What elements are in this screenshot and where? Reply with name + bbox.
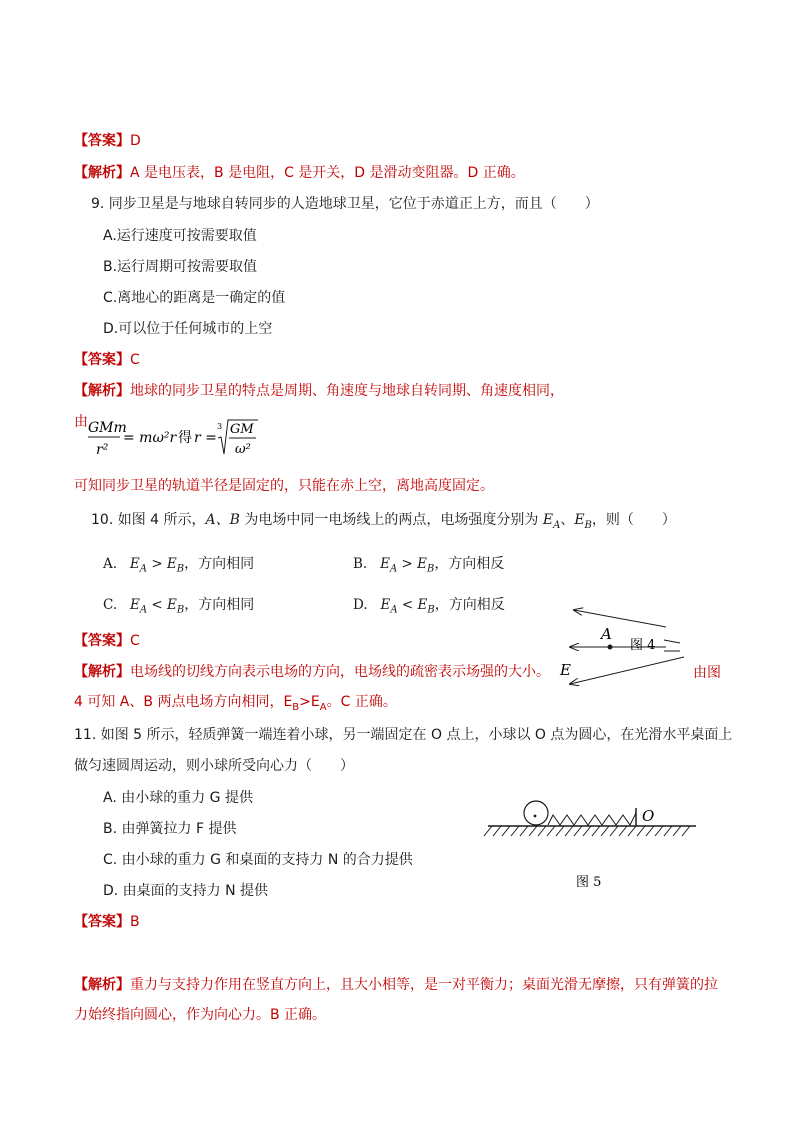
hatch-stroke [493, 826, 501, 836]
q11-option-d: D. 由桌面的支持力 N 提供 [103, 883, 269, 899]
q9-analysis-conclusion: 可知同步卫星的轨道半径是固定的，只能在赤上空，离地高度固定。 [74, 478, 494, 494]
option-letter: B. [353, 556, 368, 572]
q9-option-c: C.离地心的距离是一确定的值 [103, 290, 286, 306]
hatch-stroke [538, 826, 546, 836]
q11-stem-line2: 做匀速圆周运动，则小球所受向心力（ ） [74, 758, 354, 774]
field-line-top-dash [664, 640, 680, 643]
analysis-tag: 【解析】 [74, 383, 130, 399]
hatch-stroke [520, 826, 528, 836]
root-index: 3 [217, 422, 223, 431]
stem-eb-sub: B [584, 519, 592, 531]
sub-b: B [292, 701, 300, 713]
answer-tag: 【答案】 [74, 914, 130, 930]
q8-answer-line [74, 131, 141, 151]
q10-stem [91, 510, 676, 536]
ball [524, 801, 548, 825]
option-letter: C. [103, 597, 118, 613]
q10-answer-line [74, 631, 140, 651]
hatch-stroke [646, 826, 654, 836]
q10-option-d: D. $E_A < E_B$，方向相反 [353, 597, 505, 616]
q9-stem: 9. 同步卫星是与地球自转同步的人造地球卫星，它位于赤道正上方，而且（ ） [91, 196, 599, 212]
q11-option-a: A. 由小球的重力 G 提供 [103, 790, 253, 806]
stem-eb: E [574, 512, 585, 528]
stem-ea-sub: A [553, 519, 561, 531]
q9-option-d: D.可以位于任何城市的上空 [103, 321, 273, 337]
point-a-label: A [601, 625, 612, 643]
answer-value: C [130, 633, 140, 649]
field-line-bottom [570, 657, 684, 684]
answer-tag: 【答案】 [74, 133, 130, 149]
q10-analysis-conclusion [74, 692, 397, 718]
q9-analysis-line [74, 381, 564, 401]
analysis-text: 地球的同步卫星的特点是周期、角速度与地球自转同期、角速度相同， [130, 383, 564, 399]
hatch-stroke [655, 826, 663, 836]
hatch-stroke [574, 826, 582, 836]
hatch-stroke [511, 826, 519, 836]
q9-option-a: A.运行速度可按需要取值 [103, 228, 257, 244]
hatch-stroke [502, 826, 510, 836]
hatch-stroke [610, 826, 618, 836]
hatch-stroke [529, 826, 537, 836]
hatch-stroke [601, 826, 609, 836]
analysis-tag: 【解析】 [74, 165, 130, 181]
hatch-stroke [547, 826, 555, 836]
q11-stem-line1: 11. 如图 5 所示，轻质弹簧一端连着小球，另一端固定在 O 点上，小球以 O 点为圆心，在光滑水平桌面上 [74, 727, 733, 743]
q10-option-b: B. $E_A > E_B$，方向相反 [353, 556, 505, 575]
stem-ab: A、B [205, 512, 240, 528]
answer-value: B [130, 914, 140, 930]
answer-tag: 【答案】 [74, 352, 130, 368]
option-direction: ，方向相同 [184, 597, 255, 613]
hatch-stroke [682, 826, 690, 836]
stem-ea: E [542, 512, 554, 528]
table-hatching [484, 826, 690, 836]
field-e-label: E [560, 661, 571, 679]
q11-answer-line [74, 912, 140, 932]
option-direction: ，方向相反 [434, 597, 505, 613]
q8-analysis-line [74, 163, 525, 183]
stem-end: ，则（ ） [591, 512, 676, 528]
q10-option-a: A. $E_A > E_B$，方向相同 [103, 556, 255, 575]
answer-value: C [130, 352, 140, 368]
root-numerator: GM [230, 422, 254, 437]
formula-numerator: GMm [88, 420, 127, 436]
analysis-tag: 【解析】 [74, 977, 130, 993]
hatch-stroke [583, 826, 591, 836]
conclusion-end: 。C 正确。 [326, 694, 397, 710]
q9-analysis-prefix: 由 [74, 414, 88, 430]
option-relation: > [151, 556, 163, 572]
hatch-stroke [556, 826, 564, 836]
answer-value: D [130, 133, 141, 149]
option-direction: ，方向相反 [434, 556, 505, 572]
q10-analysis-line [74, 662, 550, 682]
point-a-dot [608, 645, 613, 650]
hatch-stroke [619, 826, 627, 836]
figure-5 [484, 796, 704, 896]
formula-denominator: r² [96, 442, 109, 458]
q11-option-c: C. 由小球的重力 G 和桌面的支持力 N 的合力提供 [103, 852, 413, 868]
option-relation: > [401, 556, 413, 572]
root-denominator: ω² [235, 442, 251, 457]
hatch-stroke [592, 826, 600, 836]
analysis-text: 电场线的切线方向表示电场的方向，电场线的疏密表示场强的大小。 [130, 664, 550, 680]
analysis-tag: 【解析】 [74, 664, 130, 680]
answer-tag: 【答案】 [74, 633, 130, 649]
conclusion-text: 4 可知 A、B 两点电场方向相同，E [74, 694, 293, 710]
ball-center-dot [534, 815, 537, 818]
q10-analysis-tail: 由图 [693, 665, 721, 681]
hatch-stroke [484, 826, 492, 836]
o-label: O [642, 807, 655, 825]
figure-4 [556, 605, 716, 695]
option-letter: D. [353, 597, 368, 613]
field-line-top [574, 610, 666, 627]
q9-formula [86, 416, 286, 466]
q11-analysis-continued: 力始终指向圆心，作为向心力。B 正确。 [74, 1007, 327, 1023]
conclusion-gt: >E [299, 694, 320, 710]
analysis-text: 重力与支持力作用在竖直方向上，且大小相等，是一对平衡力；桌面光滑无摩擦，只有弹簧的拉 [130, 977, 718, 993]
option-direction: ，方向相同 [184, 556, 255, 572]
figure-5-caption: 图 5 [576, 875, 602, 890]
option-relation: < [401, 597, 414, 613]
q9-option-b: B.运行周期可按需要取值 [103, 259, 258, 275]
figure-4-caption: 图 4 [630, 638, 656, 653]
q9-answer-line [74, 350, 140, 370]
q11-analysis-line [74, 975, 718, 995]
formula-de: 得 [178, 430, 192, 446]
sub-a: A [319, 701, 327, 713]
hatch-stroke [565, 826, 573, 836]
analysis-text: A 是电压表，B 是电阻，C 是开关，D 是滑动变阻器。D 正确。 [130, 165, 525, 181]
hatch-stroke [673, 826, 681, 836]
option-relation: < [151, 597, 163, 613]
hatch-stroke [628, 826, 636, 836]
q10-option-c: C. $E_A < E_B$，方向相同 [103, 597, 255, 616]
spring [548, 813, 636, 825]
stem-mid: 为电场中同一电场线上的两点，电场强度分别为 [239, 512, 543, 528]
stem-prefix: 10. 如图 4 所示， [91, 512, 206, 528]
formula-middle: = mω²r [123, 430, 177, 446]
stem-sep: 、 [560, 512, 575, 528]
hatch-stroke [637, 826, 645, 836]
option-letter: A. [103, 556, 118, 572]
formula-r-eq: r = [194, 430, 217, 446]
q11-option-b: B. 由弹簧拉力 F 提供 [103, 821, 237, 837]
hatch-stroke [664, 826, 672, 836]
